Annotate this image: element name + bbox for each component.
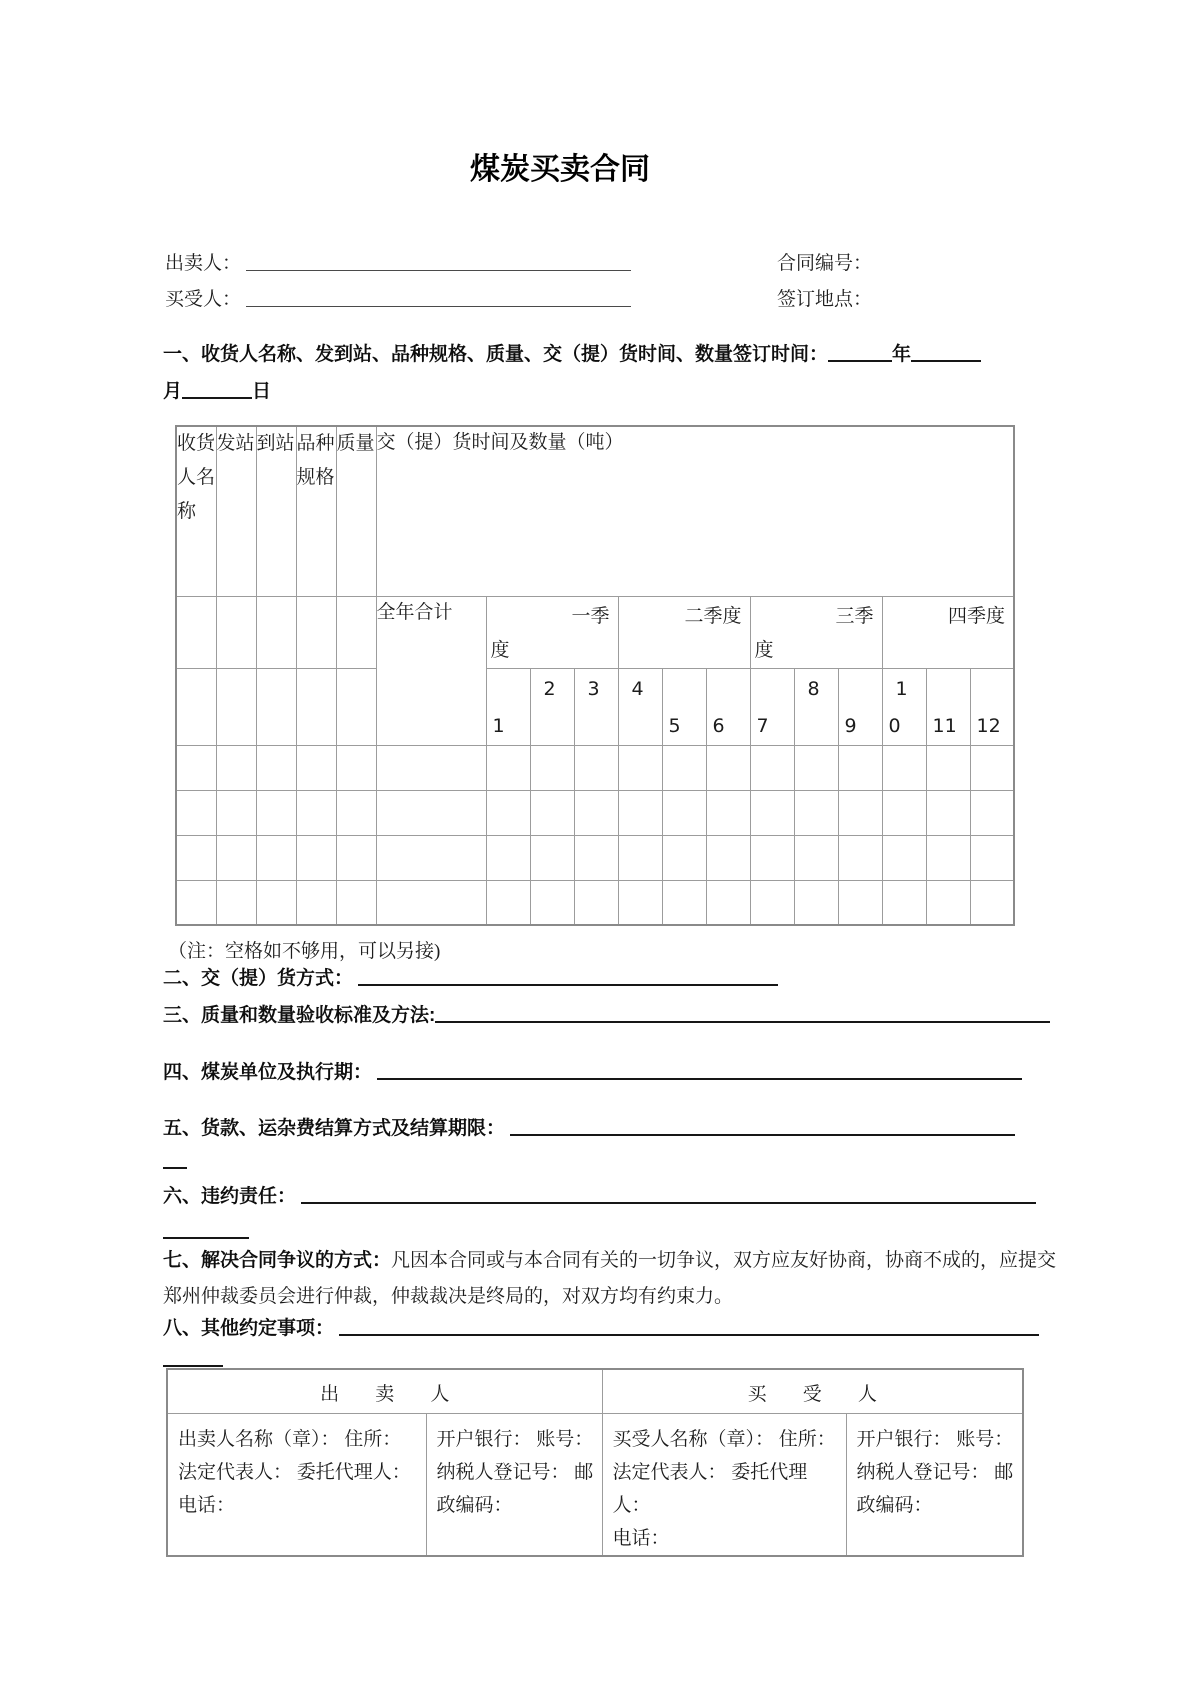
month-number-bottom: 12 <box>976 714 1001 737</box>
grid-cell-empty[interactable] <box>296 668 336 745</box>
grid-cell-empty[interactable] <box>882 880 926 925</box>
grid-cell-empty[interactable] <box>882 790 926 835</box>
grid-cell-empty[interactable] <box>486 745 530 790</box>
month-row <box>176 668 1014 745</box>
month-number-bottom: 0 <box>888 714 901 737</box>
month-cell-12 <box>970 668 1014 745</box>
grid-cell-empty[interactable] <box>838 835 882 880</box>
seller-phone-label: 电话： <box>178 1494 236 1516</box>
col-header-quality: 质量 <box>336 426 376 596</box>
section-4-blank[interactable] <box>377 1061 1022 1080</box>
grid-cell-empty[interactable] <box>530 790 574 835</box>
grid-cell-empty[interactable] <box>336 880 376 925</box>
month-number-top <box>707 669 750 709</box>
month-cell-5 <box>662 668 706 745</box>
grid-cell-empty[interactable] <box>706 880 750 925</box>
grid-cell-empty[interactable] <box>706 790 750 835</box>
grid-cell-empty[interactable] <box>706 835 750 880</box>
sign-place-label: 签订地点： <box>777 289 873 310</box>
month-number-top: 4 <box>631 677 644 700</box>
grid-cell-empty[interactable] <box>376 790 486 835</box>
buyer-phone-label: 电话： <box>612 1527 670 1549</box>
grid-cell-empty[interactable] <box>530 745 574 790</box>
grid-cell-empty[interactable] <box>296 596 336 668</box>
quarter-3-line2: 度 <box>754 639 774 661</box>
grid-cell-empty[interactable] <box>970 745 1014 790</box>
grid-cell-empty[interactable] <box>486 835 530 880</box>
buyer-line <box>165 282 631 318</box>
grid-cell-empty[interactable] <box>530 835 574 880</box>
section-3-label: 三、质量和数量验收标准及方法: <box>163 1005 436 1026</box>
quarter-4-header <box>882 596 1014 668</box>
buyer-identity-cell[interactable] <box>602 1413 846 1556</box>
month-number-top <box>927 669 970 709</box>
month-cell-8 <box>794 668 838 745</box>
month-number-top <box>663 669 706 709</box>
grid-cell-empty[interactable] <box>970 790 1014 835</box>
section-6-blank-continuation[interactable] <box>163 1220 249 1239</box>
section-7-body: 凡因本合同或与本合同有关的一切争议，双方应友好协商，协商不成的，应提交郑州仲裁委员会进行仲裁，仲裁裁决是终局的，对双方均有约束力。 <box>163 1250 1057 1307</box>
section-5-blank-continuation[interactable] <box>163 1150 187 1169</box>
section-8-label: 八、其他约定事项： <box>163 1318 335 1339</box>
grid-cell-empty[interactable] <box>296 745 336 790</box>
buyer-representative-label: 法定代表人： 委托代理人： <box>612 1461 808 1516</box>
month-number-top <box>487 669 530 709</box>
seller-identity-cell[interactable] <box>167 1413 426 1556</box>
col-header-depart-station: 发站 <box>216 426 256 596</box>
seller-bank-account-label: 开户银行： 账号： <box>436 1428 594 1450</box>
data-row-empty <box>176 835 1014 880</box>
grid-cell-empty[interactable] <box>296 790 336 835</box>
grid-cell-empty[interactable] <box>618 835 662 880</box>
month-number-bottom: 9 <box>844 714 857 737</box>
grid-cell-empty[interactable] <box>336 835 376 880</box>
grid-cell-empty[interactable] <box>838 745 882 790</box>
grid-cell-empty[interactable] <box>750 745 794 790</box>
grid-cell-empty[interactable] <box>926 790 970 835</box>
month-number-top <box>839 669 882 709</box>
grid-cell-empty[interactable] <box>486 790 530 835</box>
grid-cell-empty[interactable] <box>176 790 216 835</box>
month-cell-3 <box>574 668 618 745</box>
month-number-top: 2 <box>543 677 556 700</box>
col-header-arrive-station: 到站 <box>256 426 296 596</box>
grid-cell-empty[interactable] <box>176 668 216 745</box>
grid-cell-empty[interactable] <box>256 835 296 880</box>
seller-name-blank[interactable] <box>246 253 631 271</box>
data-row-empty <box>176 790 1014 835</box>
grid-cell-empty[interactable] <box>176 596 216 668</box>
grid-cell-empty[interactable] <box>882 835 926 880</box>
section-4 <box>163 1057 1022 1084</box>
data-row-empty <box>176 745 1014 790</box>
grid-cell-empty[interactable] <box>216 596 256 668</box>
grid-cell-empty[interactable] <box>750 880 794 925</box>
quarter-1-line1: 一季 <box>571 605 610 627</box>
day-label: 日 <box>252 381 272 402</box>
grid-cell-empty[interactable] <box>256 790 296 835</box>
grid-cell-empty[interactable] <box>216 835 256 880</box>
grid-cell-empty[interactable] <box>882 745 926 790</box>
col-header-consignee: 收货人名称 <box>176 426 216 596</box>
grid-cell-empty[interactable] <box>376 745 486 790</box>
grid-cell-empty[interactable] <box>926 745 970 790</box>
grid-cell-empty[interactable] <box>706 745 750 790</box>
month-cell-11 <box>926 668 970 745</box>
quarter-2-header <box>618 596 750 668</box>
month-number-top <box>971 669 1014 709</box>
seller-name-address-label: 出卖人名称（章）： 住所： <box>178 1428 402 1450</box>
contract-meta-block <box>777 246 872 318</box>
section-5-label: 五、货款、运杂费结算方式及结算期限： <box>163 1118 506 1139</box>
grid-cell-empty[interactable] <box>662 880 706 925</box>
month-cell-7 <box>750 668 794 745</box>
col-header-variety-spec: 品种规格 <box>296 426 336 596</box>
grid-cell-empty[interactable] <box>970 880 1014 925</box>
sign-month-blank[interactable] <box>911 343 981 362</box>
grid-cell-empty[interactable] <box>336 790 376 835</box>
grid-cell-empty[interactable] <box>296 880 336 925</box>
grid-cell-empty[interactable] <box>256 880 296 925</box>
month-cell-2 <box>530 668 574 745</box>
seller-representative-label: 法定代表人： 委托代理人： <box>178 1461 411 1483</box>
section-8-blank-continuation[interactable] <box>163 1348 223 1367</box>
grid-cell-empty[interactable] <box>574 790 618 835</box>
grid-cell-empty[interactable] <box>176 880 216 925</box>
grid-cell-empty[interactable] <box>574 745 618 790</box>
month-cell-6 <box>706 668 750 745</box>
grid-cell-empty[interactable] <box>296 835 336 880</box>
section-8-blank[interactable] <box>339 1317 1039 1336</box>
data-row-empty <box>176 880 1014 925</box>
section-8 <box>163 1313 1039 1340</box>
seller-label: 出卖人： <box>165 253 242 274</box>
section-6-label: 六、违约责任： <box>163 1186 297 1207</box>
grid-cell-empty[interactable] <box>216 668 256 745</box>
seller-postcode-label: 政编码： <box>436 1494 513 1516</box>
grid-cell-empty[interactable] <box>574 880 618 925</box>
seller-taxid-label: 纳税人登记号： 邮 <box>436 1461 594 1483</box>
quarter-1-header <box>486 596 618 668</box>
grid-cell-empty[interactable] <box>794 790 838 835</box>
month-cell-4 <box>618 668 662 745</box>
grid-cell-empty[interactable] <box>618 880 662 925</box>
grid-cell-empty[interactable] <box>256 596 296 668</box>
month-number-bottom: 11 <box>932 714 957 737</box>
section-6 <box>163 1181 1036 1208</box>
buyer-name-blank[interactable] <box>246 289 631 307</box>
section-5-continuation <box>163 1150 187 1173</box>
grid-cell-empty[interactable] <box>256 745 296 790</box>
month-number-bottom: 7 <box>756 714 769 737</box>
grid-cell-empty[interactable] <box>750 835 794 880</box>
grid-cell-empty[interactable] <box>486 880 530 925</box>
col-header-delivery-time-quantity: 交（提）货时间及数量（吨） <box>376 426 1014 596</box>
month-number-bottom: 1 <box>492 714 505 737</box>
sign-year-blank[interactable] <box>828 343 892 362</box>
buyer-bank-account-label: 开户银行： 账号： <box>856 1428 1014 1450</box>
section-3 <box>163 1000 1050 1027</box>
grid-cell-empty[interactable] <box>794 880 838 925</box>
buyer-postcode-label: 政编码： <box>856 1494 933 1516</box>
quarter-3-header <box>750 596 882 668</box>
grid-cell-empty[interactable] <box>336 668 376 745</box>
month-number-top: 1 <box>895 677 908 700</box>
grid-cell-empty[interactable] <box>838 790 882 835</box>
month-cell-9 <box>838 668 882 745</box>
signature-header-row <box>167 1369 1023 1413</box>
section-7-label: 七、解决合同争议的方式： <box>163 1250 392 1271</box>
signature-table <box>166 1368 1024 1557</box>
grid-cell-empty[interactable] <box>838 880 882 925</box>
seller-line <box>165 246 631 282</box>
section-2-blank[interactable] <box>358 967 778 986</box>
grid-cell-empty[interactable] <box>216 880 256 925</box>
grid-cell-empty[interactable] <box>530 880 574 925</box>
grid-cell-empty[interactable] <box>926 880 970 925</box>
month-cell-10 <box>882 668 926 745</box>
grid-cell-empty[interactable] <box>376 880 486 925</box>
grid-cell-empty[interactable] <box>662 745 706 790</box>
delivery-schedule-table <box>175 425 1015 926</box>
grid-cell-empty[interactable] <box>618 790 662 835</box>
grid-cell-empty[interactable] <box>216 745 256 790</box>
month-number-bottom: 6 <box>712 714 725 737</box>
month-cell-1 <box>486 668 530 745</box>
section-1 <box>163 336 1068 410</box>
quarter-row <box>176 596 1014 668</box>
grid-cell-empty[interactable] <box>970 835 1014 880</box>
grid-cell-empty[interactable] <box>794 835 838 880</box>
grid-cell-empty[interactable] <box>336 745 376 790</box>
seller-section-header: 出卖人 <box>167 1369 602 1413</box>
grid-cell-empty[interactable] <box>574 835 618 880</box>
signature-info-row <box>167 1413 1023 1556</box>
month-number-bottom: 5 <box>668 714 681 737</box>
year-label: 年 <box>892 344 912 365</box>
grid-cell-empty[interactable] <box>176 835 216 880</box>
annual-total-header: 全年合计 <box>376 596 486 745</box>
buyer-section-header: 买受人 <box>602 1369 1023 1413</box>
buyer-name-address-label: 买受人名称（章）： 住所： <box>612 1428 836 1450</box>
grid-cell-empty[interactable] <box>256 668 296 745</box>
month-number-top: 3 <box>587 677 600 700</box>
buyer-label: 买受人： <box>165 289 242 310</box>
grid-cell-empty[interactable] <box>216 790 256 835</box>
section-5-blank[interactable] <box>510 1117 1015 1136</box>
section-2-label: 二、交（提）货方式： <box>163 968 354 989</box>
section-7 <box>163 1243 1066 1315</box>
grid-cell-empty[interactable] <box>662 835 706 880</box>
section-2 <box>163 963 778 990</box>
grid-cell-empty[interactable] <box>926 835 970 880</box>
buyer-bank-cell[interactable] <box>846 1413 1023 1556</box>
quarter-3-line1: 三季 <box>835 605 874 627</box>
section-6-continuation <box>163 1220 249 1243</box>
header-row <box>176 426 1014 596</box>
section-3-blank[interactable] <box>435 1004 1050 1023</box>
contract-no-label: 合同编号： <box>777 253 873 274</box>
parties-block <box>165 246 631 318</box>
grid-cell-empty[interactable] <box>794 745 838 790</box>
seller-bank-cell[interactable] <box>426 1413 602 1556</box>
quarter-4-line1: 四季度 <box>947 605 1005 627</box>
grid-cell-empty[interactable] <box>176 745 216 790</box>
month-number-top <box>751 669 794 709</box>
quarter-1-line2: 度 <box>490 639 510 661</box>
page-title: 煤炭买卖合同 <box>470 153 650 186</box>
month-label: 月 <box>163 381 183 402</box>
grid-cell-empty[interactable] <box>618 745 662 790</box>
grid-cell-empty[interactable] <box>662 790 706 835</box>
buyer-taxid-label: 纳税人登记号： 邮 <box>856 1461 1014 1483</box>
sign-day-blank[interactable] <box>182 380 252 399</box>
quarter-2-line1: 二季度 <box>684 605 742 627</box>
section-5 <box>163 1113 1015 1140</box>
section-6-blank[interactable] <box>301 1185 1036 1204</box>
section-4-label: 四、煤炭单位及执行期： <box>163 1062 373 1083</box>
grid-cell-empty[interactable] <box>376 835 486 880</box>
table-note: （注：空格如不够用，可以另接) <box>168 941 441 962</box>
grid-cell-empty[interactable] <box>750 790 794 835</box>
grid-cell-empty[interactable] <box>336 596 376 668</box>
section-1-label: 一、收货人名称、发到站、品种规格、质量、交（提）货时间、数量签订时间： <box>163 344 829 365</box>
month-number-top: 8 <box>807 677 820 700</box>
